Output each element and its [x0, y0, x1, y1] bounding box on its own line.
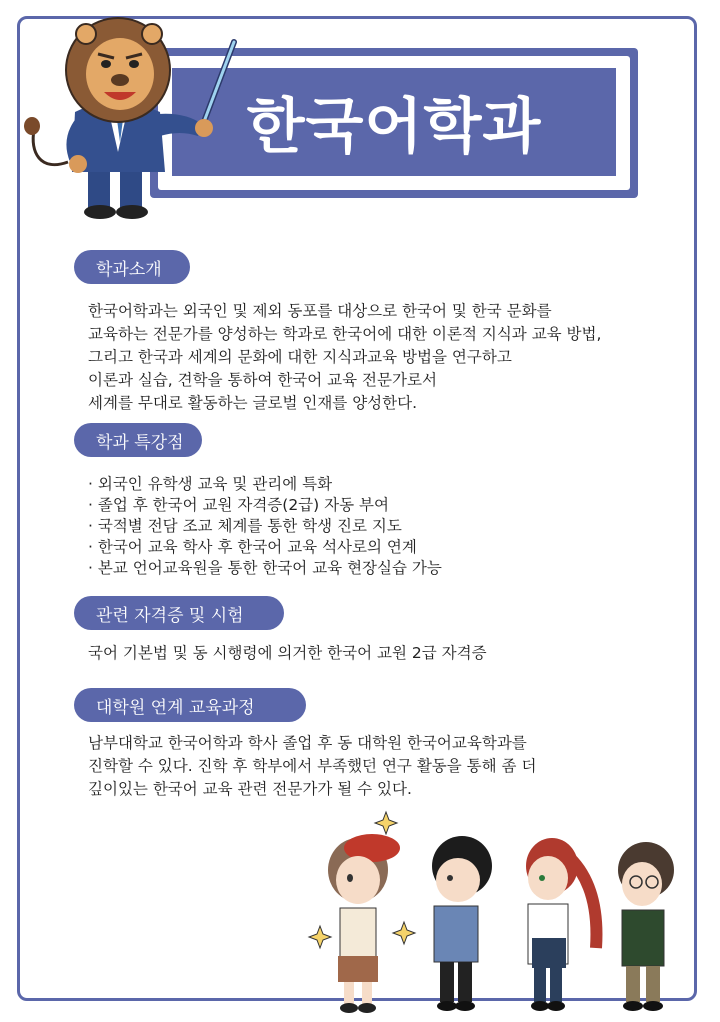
list-item: · 졸업 후 한국어 교원 자격증(2급) 자동 부여: [88, 496, 389, 514]
intro-line: 세계를 무대로 활동하는 글로벌 인재를 양성한다.: [88, 394, 418, 412]
features-list: [88, 474, 442, 579]
graduate-line: 진학할 수 있다. 진학 후 학부에서 부족했던 연구 활동을 통해 좀 더: [88, 757, 537, 775]
intro-line: 그리고 한국과 세계의 문화에 대한 지식과교육 방법을 연구하고: [88, 348, 512, 366]
graduate-line: 남부대학교 한국어학과 학사 졸업 후 동 대학원 한국어교육학과를: [88, 734, 527, 752]
list-item: · 외국인 유학생 교육 및 관리에 특화: [88, 475, 333, 493]
intro-line: 교육하는 전문가를 양성하는 학과로 한국어에 대한 이론적 지식과 교육 방법,: [88, 325, 602, 343]
list-item: · 한국어 교육 학사 후 한국어 교육 석사로의 연계: [88, 538, 417, 556]
intro-line: 이론과 실습, 견학을 통하여 한국어 교육 전문가로서: [88, 371, 437, 389]
page-title: 한국어학과: [172, 68, 616, 176]
certificates-text: [88, 642, 487, 665]
section-heading-certificates: 관련 자격증 및 시험: [74, 596, 284, 630]
graduate-text: [88, 732, 536, 801]
section-heading-graduate: 대학원 연계 교육과정: [74, 688, 306, 722]
certificates-line: 국어 기본법 및 동 시행령에 의거한 한국어 교원 2급 자격증: [88, 644, 487, 662]
intro-text: [88, 300, 601, 415]
list-item: · 본교 언어교육원을 통한 한국어 교육 현장실습 가능: [88, 559, 442, 577]
list-item: · 국적별 전담 조교 체계를 통한 학생 진로 지도: [88, 517, 402, 535]
graduate-line: 깊이있는 한국어 교육 관련 전문가가 될 수 있다.: [88, 780, 412, 798]
students-group-icon: [300, 808, 700, 1018]
lion-professor-icon: [20, 12, 240, 222]
intro-line: 한국어학과는 외국인 및 제외 동포를 대상으로 한국어 및 한국 문화를: [88, 302, 552, 320]
section-heading-features: 학과 특강점: [74, 423, 202, 457]
section-heading-intro: 학과소개: [74, 250, 190, 284]
